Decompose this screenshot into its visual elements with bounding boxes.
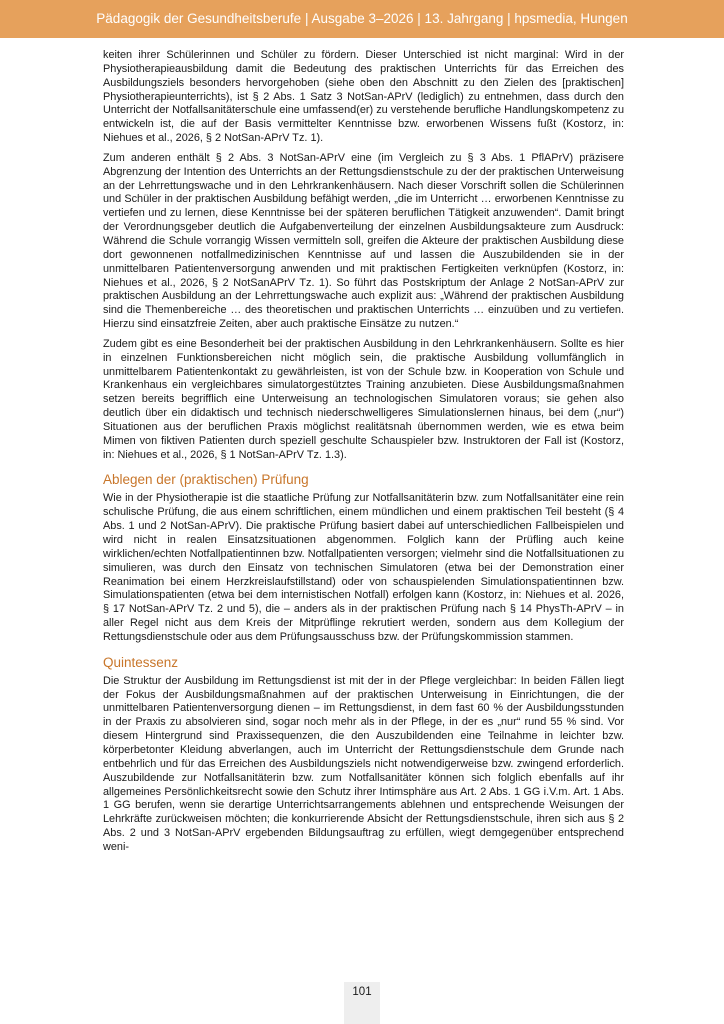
section-heading: Quintessenz <box>103 654 179 670</box>
paragraph: Zudem gibt es eine Besonderheit bei der praktischen Ausbildung in den Lehrkrankenhäusern. Sollte es hier in einzelnen Funktionsbereichen nicht möglich sein, die praktische Ausbildung vollumfänglich in unmittelbarem Patientenkontakt zu gewährleisten, ist von der Schule bzw. in Kooperation von Schule und Krankenhaus ein vergleichbares simulatorgestütztes Training anzubieten. Diese Ausbildungsmaßnahmen setzen bereits begrifflich eine Unterweisung an technologischen Simulatoren voraus; sie gehen also deutlich über ein didaktisch und technisch niederschwelligeres Simulationslernen hinaus, bei dem („nur“) Situationen aus der beruflichen Praxis möglichst realitätsnah übernommen werden, wie es etwa beim Mimen von fiktiven Patienten durch speziell geschulte Schauspieler bzw. Instruktoren der Fall ist (Kostorz, in: Niehues et al., 2026, § 1 NotSan-APrV Tz. 1.3). <box>103 337 624 461</box>
journal-header-title: Pädagogik der Gesundheitsberufe | Ausgabe 3–2026 | 13. Jahrgang | hpsmedia, Hungen <box>96 11 628 26</box>
paragraph: Zum anderen enthält § 2 Abs. 3 NotSan-APrV eine (im Vergleich zu § 3 Abs. 1 PflAPrV) präzisere Abgrenzung der Intention des Unterrichts an der Rettungsdienstschule zu der der praktischen Unterweisung an der Lehrrettungswache und in den Lehrkrankenhäusern. Nach dieser Vorschrift sollen die Schülerinnen und Schüler in der praktischen Ausbildung befähigt werden, „die im Unterricht … erworbenen Kenntnisse zu vertiefen und zu lernen, diese Kenntnisse bei der späteren beruflichen Tätigkeit anzuwenden“. Damit bringt der Verordnungsgeber deutlich die Aufgabenverteilung der einzelnen Ausbildungsakteure zum Ausdruck: Während die Schule vorrangig Wissen vermitteln soll, greifen die Akteure der praktischen Ausbildung diese dort gewonnenen notfallmedizinischen Kenntnisse auf und lassen die Auszubildenden sie in der unmittelbaren Patientenversorgung anwenden und mit praktischen Fertigkeiten verknüpfen (Kostorz, in: Niehues et al., 2026, § 2 NotSanAPrV Tz. 1). So führt das Postskriptum der Anlage 2 NotSan-APrV zur praktischen Ausbildung an der Lehrrettungswache auch explizit aus: „Während der praktischen Ausbildung sind die Themenbereiche … des theoretischen und praktischen Unterrichts … einzuüben und zu vertiefen. Hierzu sind einsatzfreie Zeiten, aber auch praktische Einsätze zu nutzen.“ <box>103 151 624 331</box>
paragraph: Die Struktur der Ausbildung im Rettungsdienst ist mit der in der Pflege vergleichbar: In beiden Fällen liegt der Fokus der Ausbildungsmaßnahmen auf der praktischen Unterweisung in Einrichtungen, die der unmittelbaren Patientenversorgung dienen – im Rettungsdienst, in dem fast 60 % der Ausbildungsstunden in der Praxis zu absolvieren sind, sogar noch mehr als in der Pflege, in der es „nur“ rund 55 % sind. Vor diesem Hintergrund sind Praxissequenzen, die den Auszubildenden eine Teilnahme in leichter bzw. körperbetonter Kleidung abverlangen, auch im Unterricht der Rettungsdienstschule dem Grunde nach entbehrlich und für das Erreichen des Ausbildungsziels nicht notwendigerweise bzw. zwingend erforderlich. Auszubildende zur Notfallsanitäterin bzw. zum Notfallsanitäter können sich folglich ebenfalls auf ihr allgemeines Persönlichkeitsrecht sowie den Schutz ihrer Intimsphäre aus Art. 2 Abs. 1 GG i.V.m. Art. 1 Abs. 1 GG berufen, wenn sie derartige Unterrichtsarrangements ablehnen und entsprechende Weisungen der Lehrkräfte zurückweisen möchten; die konkurrierende Absicht der Rettungsdienstschule, ihren sich aus § 2 Abs. 2 und 3 NotSan-APrV ergebenden Bildungsauftrag zu erfüllen, wiegt demgegenüber entsprechend weni- <box>103 674 624 853</box>
paragraph: Wie in der Physiotherapie ist die staatliche Prüfung zur Notfallsanitäterin bzw. zum Notfallsanitäter eine rein schulische Prüfung, die aus einem schriftlichen, einem mündlichen und einem praktischen Teil besteht (§ 4 Abs. 1 und 2 NotSan-APrV). Die praktische Prüfung basiert dabei auf unterschiedlichen Fallbeispielen und wird nicht in realen Einsatzsituationen abgenommen. Folglich kann der Prüfling auch keine wirklichen/echten Notfallpatientinnen bzw. Notfallpatienten versorgen; vielmehr sind die Notfallsituationen zu simulieren, was durch den Einsatz von technischen Simulatoren (etwa bei der Demonstration einer Reanimation bei einem Herzkreislaufstillstand) oder von schauspielenden Simulationspatientinnen bzw. Simulationspatienten (etwa bei dem internistischen Notfall) erfolgen kann (Kostorz, in: Niehues et al. 2026, § 17 NotSan-APrV Tz. 2 und 5), die – anders als in der praktischen Prüfung nach § 14 PhysTh-APrV – in aller Regel nicht aus dem Kreis der Mitprüflinge rekrutiert werden, sondern aus dem Kollegium der Rettungsdienstschule oder aus dem Prüfungsausschuss bzw. der Prüfungskommission stammen. <box>103 492 624 643</box>
paragraph: keiten ihrer Schülerinnen und Schüler zu fördern. Dieser Unterschied ist nicht marginal: Wird in der Physiotherapieausbildung damit die Bedeutung des praktischen Unterrichts für das Erreichen des Ausbildungsziels besonders hervorgehoben (siehe oben den Abschnitt zu den Zielen des [praktischen] Physiotherapieunterrichts), ist § 2 Abs. 1 Satz 3 NotSan-APrV (lediglich) zu entnehmen, dass durch den Unterricht der Notfallsanitäterschule eine umfassend(er) zu verstehende berufliche Handlungskompetenz zu entwickeln ist, die auf der Basis vermittelter Kenntnisse bzw. erworbenen Wissens fußt (Kostorz, in: Niehues et al., 2026, § 2 NotSan-APrV Tz. 1). <box>103 49 624 145</box>
page-number-box <box>344 982 380 1024</box>
article-body <box>103 49 624 861</box>
section-heading: Ablegen der (praktischen) Prüfung <box>103 472 309 488</box>
page-number: 101 <box>352 986 372 998</box>
journal-header-bar <box>0 0 724 38</box>
